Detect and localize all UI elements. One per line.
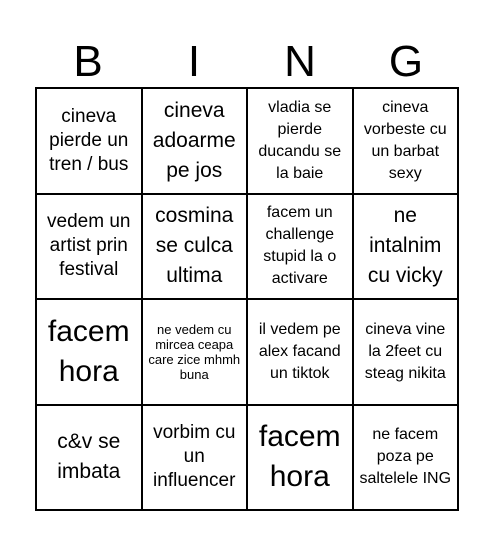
bingo-cell[interactable]: facem hora (247, 405, 353, 511)
bingo-cell[interactable]: facem un challenge stupid la o activare (247, 194, 353, 300)
bingo-cell[interactable]: il vedem pe alex facand un tiktok (247, 299, 353, 405)
bingo-cell[interactable]: facem hora (36, 299, 142, 405)
bingo-cell[interactable]: cineva vine la 2feet cu steag nikita (353, 299, 459, 405)
bingo-cell[interactable]: vladia se pierde ducandu se la baie (247, 88, 353, 194)
bingo-cell[interactable]: cineva vorbeste cu un barbat sexy (353, 88, 459, 194)
bingo-cell[interactable]: ne vedem cu mircea ceapa care zice mhmh buna (142, 299, 248, 405)
bingo-cell[interactable]: cineva pierde un tren / bus (36, 88, 142, 194)
bingo-cell[interactable]: cineva adoarme pe jos (142, 88, 248, 194)
title-letter-g: G (388, 37, 424, 86)
bingo-title (35, 36, 459, 86)
title-letter-b: B (73, 37, 103, 86)
title-letter-n: N (284, 37, 316, 86)
bingo-cell[interactable]: ne facem poza pe saltelele ING (353, 405, 459, 511)
bingo-board (35, 87, 459, 511)
title-letter-i: I (187, 37, 201, 86)
bingo-cell[interactable]: c&v se imbata (36, 405, 142, 511)
bingo-cell[interactable]: ne intalnim cu vicky (353, 194, 459, 300)
bingo-cell[interactable]: vedem un artist prin festival (36, 194, 142, 300)
bingo-cell[interactable]: vorbim cu un influencer (142, 405, 248, 511)
bingo-cell[interactable]: cosmina se culca ultima (142, 194, 248, 300)
